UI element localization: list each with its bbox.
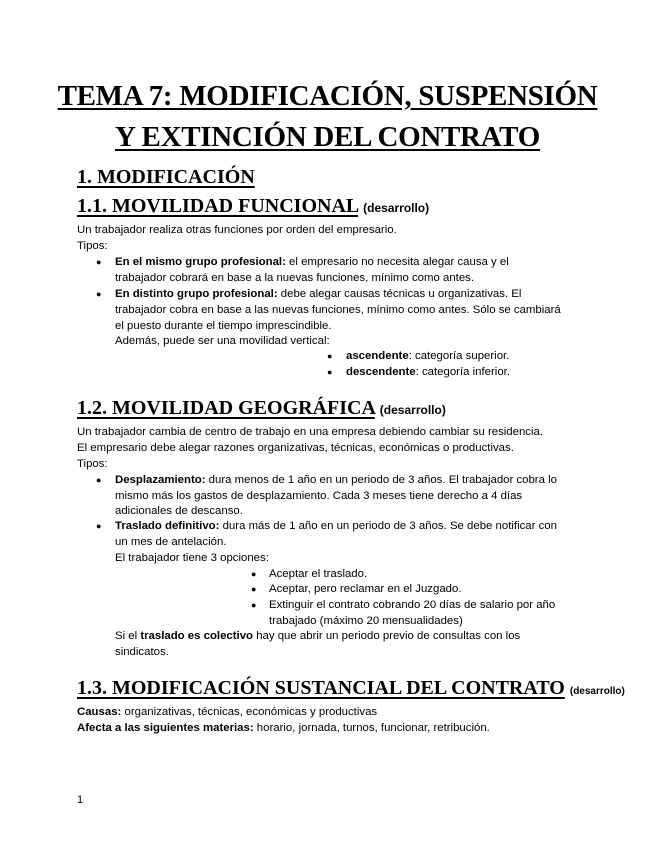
bullet-icon: ● xyxy=(251,569,257,579)
paragraph xyxy=(77,704,377,720)
subsection-tag: (desarrollo) xyxy=(569,686,625,697)
list-item-bold: ascendente xyxy=(346,350,409,362)
list-item-text: dura más de 1 año en un periodo de 3 años. Se debe notificar con xyxy=(219,520,557,532)
document-title-line-1: TEMA 7: MODIFICACIÓN, SUSPENSIÓN xyxy=(57,80,598,112)
list-item-continuation: trabajador cobrará en base a la nuevas funciones, mínimo como antes. xyxy=(115,272,475,284)
paragraph-bold: Afecta a las siguientes materias: xyxy=(77,722,254,734)
list-item xyxy=(115,254,509,270)
list-item-continuation: trabajado (máximo 20 mensualidades) xyxy=(269,615,463,627)
list-item-text: dura menos de 1 año en un periodo de 3 años. El trabajador cobra lo xyxy=(205,474,557,486)
paragraph-text: Si el xyxy=(115,630,141,642)
list-item-continuation: el puesto durante el tiempo imprescindible. xyxy=(115,320,332,332)
subsection-tag: (desarrollo) xyxy=(363,201,430,215)
paragraph-text: organizativas, técnicas, económicas y productivas xyxy=(121,706,378,718)
list-item-continuation: mismo más los gastos de desplazamiento. Cada 3 meses tiene derecho a 4 días xyxy=(115,490,523,502)
subsection-title: 1.3. MODIFICACIÓN SUSTANCIAL DEL CONTRATO xyxy=(77,677,565,699)
paragraph-bold: Causas: xyxy=(77,706,122,718)
list-item: Extinguir el contrato cobrando 20 días de salario por año xyxy=(269,599,556,611)
list-item: Aceptar el traslado. xyxy=(269,568,368,580)
list-item-text: : categoría inferior. xyxy=(415,366,510,378)
paragraph-text: hay que abrir un periodo previo de consultas con los xyxy=(253,630,521,642)
list-item-continuation: adicionales de descanso. xyxy=(115,505,243,517)
paragraph: Tipos: xyxy=(77,458,108,470)
list-item: Aceptar, pero reclamar en el Juzgado. xyxy=(269,583,462,595)
bullet-icon: ● xyxy=(327,367,333,377)
list-item-bold: Traslado definitivo: xyxy=(115,520,220,532)
bullet-icon: ● xyxy=(327,351,333,361)
paragraph: El empresario debe alegar razones organizativas, técnicas, económicas o productivas. xyxy=(77,442,514,454)
list-item-text: debe alegar causas técnicas u organizativas. El xyxy=(277,288,522,300)
paragraph xyxy=(115,628,520,644)
bullet-icon: ● xyxy=(96,521,102,531)
bullet-icon: ● xyxy=(251,600,257,610)
bullet-icon: ● xyxy=(96,257,102,267)
list-item xyxy=(115,472,557,488)
document-title-line-2: Y EXTINCIÓN DEL CONTRATO xyxy=(115,121,540,153)
paragraph-continuation: sindicatos. xyxy=(115,646,169,658)
subsection-heading-movilidad-geografica xyxy=(77,397,446,420)
paragraph-bold: traslado es colectivo xyxy=(140,630,254,642)
list-item-continuation: trabajador cobra en base a las nuevas funciones, mínimo como antes. Sólo se cambiará xyxy=(115,304,561,316)
list-item xyxy=(346,348,509,364)
list-item xyxy=(115,518,557,534)
paragraph: Además, puede ser una movilidad vertical: xyxy=(115,335,330,347)
list-item-bold: En distinto grupo profesional: xyxy=(115,288,278,300)
list-item-text: : categoría superior. xyxy=(408,350,510,362)
list-item-bold: Desplazamiento: xyxy=(115,474,206,486)
paragraph-text: horario, jornada, turnos, funcionar, retribución. xyxy=(253,722,490,734)
section-heading-modificacion: 1. MODIFICACIÓN xyxy=(77,166,255,188)
paragraph: Un trabajador realiza otras funciones por orden del empresario. xyxy=(77,224,397,236)
subsection-title: 1.2. MOVILIDAD GEOGRÁFICA xyxy=(77,397,375,419)
subsection-heading-modificacion-sustancial xyxy=(77,677,625,700)
paragraph xyxy=(77,720,490,736)
list-item-bold: descendente xyxy=(346,366,416,378)
bullet-icon: ● xyxy=(251,584,257,594)
bullet-icon: ● xyxy=(96,289,102,299)
list-item xyxy=(115,286,521,302)
paragraph: Tipos: xyxy=(77,240,108,252)
paragraph: Un trabajador cambia de centro de trabajo en una empresa debiendo cambiar su residencia. xyxy=(77,426,544,438)
page-number: 1 xyxy=(77,794,84,806)
list-item-continuation: un mes de antelación. xyxy=(115,536,227,548)
bullet-icon: ● xyxy=(96,475,102,485)
list-item xyxy=(346,364,510,380)
list-item-text: el empresario no necesita alegar causa y el xyxy=(285,256,509,268)
subsection-title: 1.1. MOVILIDAD FUNCIONAL xyxy=(77,195,359,217)
subsection-heading-movilidad-funcional xyxy=(77,195,429,218)
paragraph: El trabajador tiene 3 opciones: xyxy=(115,552,269,564)
subsection-tag: (desarrollo) xyxy=(379,403,446,417)
list-item-bold: En el mismo grupo profesional: xyxy=(115,256,286,268)
